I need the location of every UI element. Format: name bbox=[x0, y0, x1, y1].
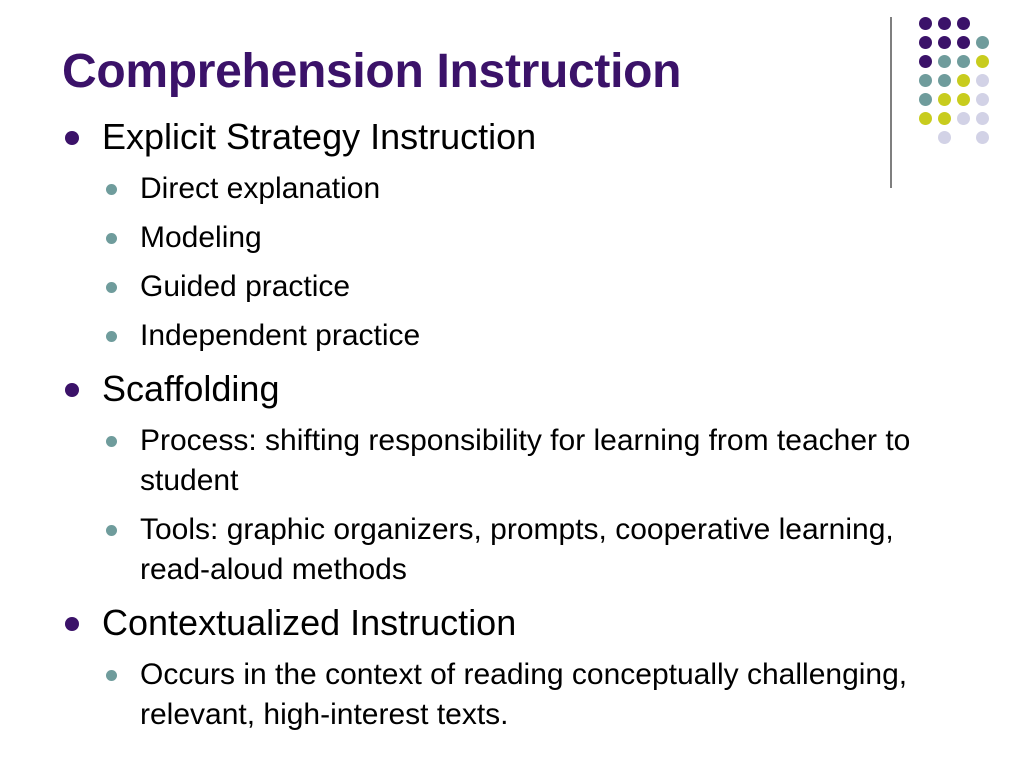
sub-bullet-text: Modeling bbox=[140, 221, 262, 254]
sub-bullet-text: Guided practice bbox=[140, 270, 351, 303]
decorative-dot bbox=[919, 17, 932, 30]
sub-bullet-dot-icon bbox=[106, 670, 117, 681]
sub-bullet-item bbox=[62, 218, 930, 258]
sub-bullet-dot-icon bbox=[106, 436, 117, 447]
decorative-dot bbox=[919, 36, 932, 49]
decorative-dot bbox=[919, 74, 932, 87]
decorative-dot bbox=[919, 93, 932, 106]
sub-bullet-text: Occurs in the context of reading conceptually challenging, relevant, high-interest texts. bbox=[140, 658, 908, 731]
decorative-dot bbox=[976, 93, 989, 106]
sub-bullet-item bbox=[62, 267, 930, 307]
sub-bullet-dot-icon bbox=[106, 331, 117, 342]
bullet-item-scaffolding bbox=[62, 366, 962, 412]
decorative-dot bbox=[938, 55, 951, 68]
bullet-text: Contextualized Instruction bbox=[102, 602, 517, 643]
sub-bullet-item bbox=[62, 421, 930, 501]
sub-bullet-item bbox=[62, 510, 930, 590]
sub-bullet-text: Direct explanation bbox=[140, 172, 381, 205]
sub-bullet-text: Independent practice bbox=[140, 319, 421, 352]
sub-bullet-dot-icon bbox=[106, 525, 117, 536]
bullet-dot-icon bbox=[65, 131, 79, 145]
sub-bullet-text: Process: shifting responsibility for learning from teacher to student bbox=[140, 424, 911, 497]
bullet-item-contextualized bbox=[62, 600, 962, 646]
decorative-dot bbox=[957, 36, 970, 49]
sub-bullet-item bbox=[62, 169, 930, 209]
decorative-dot bbox=[957, 55, 970, 68]
bullet-item-explicit-strategy bbox=[62, 114, 962, 160]
bullet-dot-icon bbox=[65, 383, 79, 397]
decorative-dot bbox=[919, 55, 932, 68]
sub-bullet-dot-icon bbox=[106, 282, 117, 293]
sub-bullet-dot-icon bbox=[106, 184, 117, 195]
slide-title: Comprehension Instruction bbox=[62, 45, 682, 98]
sub-bullet-text: Tools: graphic organizers, prompts, cooperative learning, read-aloud methods bbox=[140, 513, 894, 586]
bullet-dot-icon bbox=[65, 617, 79, 631]
decorative-dot bbox=[976, 55, 989, 68]
sub-bullet-dot-icon bbox=[106, 233, 117, 244]
bullet-text: Explicit Strategy Instruction bbox=[102, 116, 537, 157]
decorative-dot bbox=[938, 74, 951, 87]
decorative-dot bbox=[976, 74, 989, 87]
decorative-dot bbox=[957, 74, 970, 87]
sub-bullet-item bbox=[62, 655, 930, 735]
decorative-dot bbox=[938, 93, 951, 106]
decorative-dot bbox=[976, 131, 989, 144]
decorative-dot bbox=[938, 17, 951, 30]
bullet-text: Scaffolding bbox=[102, 368, 280, 409]
decorative-dot bbox=[976, 36, 989, 49]
decorative-dot bbox=[957, 17, 970, 30]
sub-bullet-item bbox=[62, 316, 930, 356]
slide-content bbox=[62, 114, 962, 735]
decorative-dot bbox=[976, 112, 989, 125]
decorative-dot bbox=[957, 93, 970, 106]
decorative-dot bbox=[938, 36, 951, 49]
